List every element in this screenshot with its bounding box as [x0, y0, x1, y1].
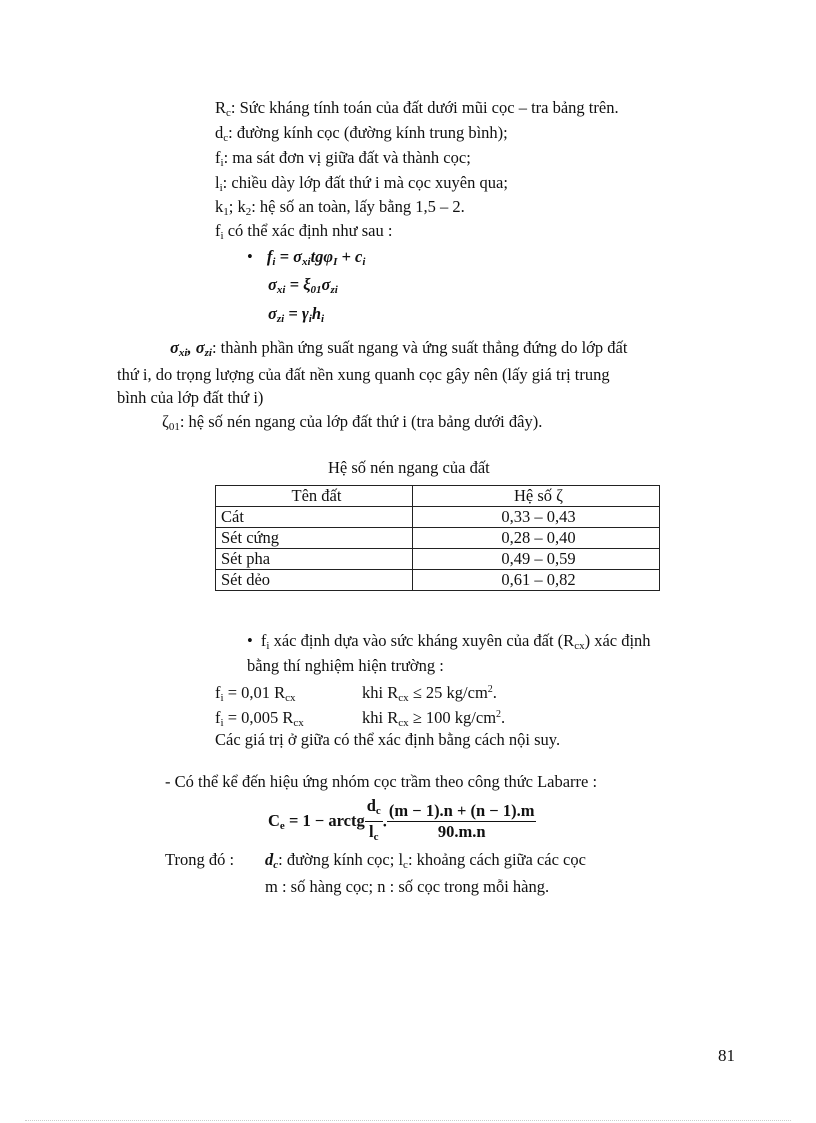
bullet-icon: •	[247, 631, 253, 650]
def-li: $l_i$: chiều dày lớp đất thứ i mà cọc xuyên qua;	[215, 173, 508, 194]
resistance-rule1: $f_i = 0,01$ $R_{cx}$ khi $R_{cx} \le 25$ $kg/cm^2$.	[215, 683, 497, 704]
formula-sigma-xi: $\sigma_{xi} = \xi_{01}\sigma_{zi}$	[268, 275, 338, 296]
formula-fi: • $f_i = \sigma_{xi}tg\varphi_I + c_i$	[247, 247, 366, 268]
footer-divider	[25, 1120, 791, 1121]
def-dc: $d_c$: đường kính cọc (đường kính trung bình);	[215, 123, 508, 144]
where-line2: m : số hàng cọc; n : số cọc trong mỗi hàng.	[265, 877, 550, 896]
table-caption: Hệ số nén ngang của đất	[328, 458, 490, 477]
table-cell: 0,61 – 0,82	[412, 570, 659, 591]
sigma-desc-line2: thứ i, do trọng lượng của đất nền xung quanh cọc gây nên (lấy giá trị trung	[117, 365, 610, 384]
resistance-line1: • $f_i$ xác định dựa vào sức kháng xuyên của đất $(R_{cx})$ xác định	[247, 631, 651, 652]
table-cell: 0,49 – 0,59	[412, 549, 659, 570]
table-header-row	[216, 486, 660, 507]
def-fi: $f_i$: ma sát đơn vị giữa đất và thành cọc;	[215, 148, 471, 169]
table-header: Hệ số ζ	[412, 486, 659, 507]
table-row	[216, 507, 660, 528]
table-row	[216, 549, 660, 570]
formula-sigma-zi: $\sigma_{zi} = \gamma_ih_i$	[268, 304, 325, 325]
resistance-rule2: $f_i = 0,005$ $R_{cx}$ khi $R_{cx} \ge 100$ $kg/cm^2$.	[215, 708, 506, 729]
table-cell: Sét cứng	[216, 528, 413, 549]
fraction-mn: $\frac{(m - 1).n + (n - 1).m}{90.m.n}$	[388, 801, 535, 841]
interpolation-note: Các giá trị ở giữa có thể xác định bằng cách nội suy.	[215, 730, 561, 749]
def-rc: $R_c$: Sức kháng tính toán của đất dưới mũi cọc – tra bảng trên.	[215, 98, 619, 119]
table-cell: Sét pha	[216, 549, 413, 570]
table-cell: 0,28 – 0,40	[412, 528, 659, 549]
resistance-line2: bằng thí nghiệm hiện trường :	[247, 656, 444, 675]
table-cell: Sét dẻo	[216, 570, 413, 591]
def-k: $k_1$; $k_2$: hệ số an toàn, lấy bằng 1,5 – 2.	[215, 197, 465, 218]
table-header: Tên đất	[216, 486, 413, 507]
soil-coefficient-table	[215, 485, 660, 591]
fraction-d-over-l: $\frac{d_c}{l_c}$	[366, 796, 381, 843]
group-intro: - Có thể kể đến hiệu ứng nhóm cọc trầm theo công thức Labarre :	[165, 772, 598, 791]
zeta-desc: $\zeta_{01}$: hệ số nén ngang của lớp đất thứ i (tra bảng dưới đây).	[162, 412, 543, 433]
where-line1: Trong đó : $d_c$: đường kính cọc; $l_c$: khoảng cách giữa các cọc	[165, 850, 586, 871]
def-fi-intro: $f_i$ có thể xác định như sau :	[215, 221, 393, 242]
bullet-icon: •	[247, 247, 253, 266]
table-row	[216, 528, 660, 549]
page-number: 81	[718, 1046, 735, 1065]
labarre-formula: $C_e = 1$ − arctg $\frac{d_c}{l_c}$ . $\frac{(m - 1).n + (n - 1).m}{90.m.n}$	[268, 796, 536, 847]
table-cell: Cát	[216, 507, 413, 528]
table-cell: 0,33 – 0,43	[412, 507, 659, 528]
sigma-desc-line3: bình của lớp đất thứ i)	[117, 388, 264, 407]
table-row	[216, 570, 660, 591]
sigma-desc-line1: $\sigma_{xi}$, $\sigma_{zi}$: thành phần ứng suất ngang và ứng suất thẳng đứng do lớp đất	[170, 338, 628, 359]
